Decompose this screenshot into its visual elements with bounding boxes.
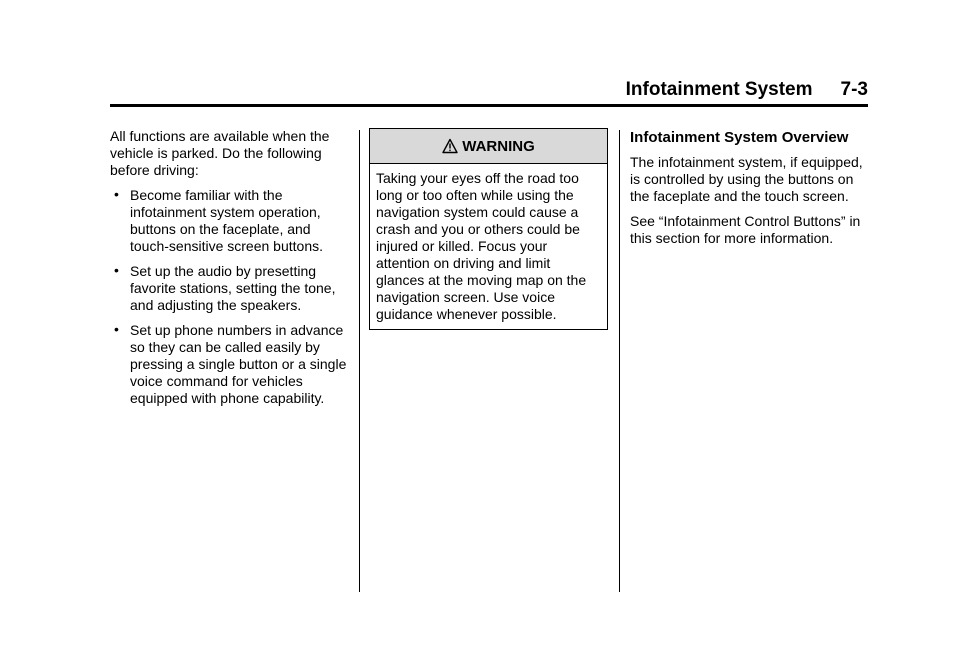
column-divider-left xyxy=(359,130,360,592)
intro-paragraph: All functions are available when the vehicle is parked. Do the following before driving: xyxy=(110,128,330,178)
list-item xyxy=(110,187,350,255)
column-divider-right xyxy=(619,130,620,592)
list-item-text: Become familiar with the infotainment system operation, buttons on the faceplate, and touch-sensitive screen buttons. xyxy=(130,187,323,254)
overview-paragraph-1: The infotainment system, if equipped, is controlled by using the buttons on the faceplate and the touch screen. xyxy=(630,154,863,204)
section-name: Infotainment System xyxy=(625,79,813,100)
bullet-icon: • xyxy=(114,262,119,278)
column-middle xyxy=(369,128,607,330)
warning-body: Taking your eyes off the road too long or too often while using the navigation system could cause a crash and you or others could be injured or killed. Focus your attention on driving and limit glances at the moving map on the navigation screen. Use voice guidance whenever possible. xyxy=(376,170,587,322)
page-header xyxy=(110,78,868,102)
column-right xyxy=(630,128,866,247)
list-item-text: Set up the audio by presetting favorite stations, setting the tone, and adjusting the speakers. xyxy=(130,263,336,313)
warning-label: WARNING xyxy=(462,137,535,155)
page-number: 7-3 xyxy=(840,79,868,100)
column-left xyxy=(110,128,350,415)
overview-paragraph-2: See “Infotainment Control Buttons” in this section for more information. xyxy=(630,213,861,246)
header-rule xyxy=(110,104,868,107)
list-item xyxy=(110,322,350,407)
list-item-text: Set up phone numbers in advance so they can be called easily by pressing a single button or a single voice command for vehicles equipped with phone capability. xyxy=(130,322,347,406)
bullet-icon: • xyxy=(114,186,119,202)
before-driving-list xyxy=(110,187,350,407)
warning-triangle-icon xyxy=(442,138,458,154)
warning-header xyxy=(370,129,607,164)
section-title: Infotainment System Overview xyxy=(630,129,849,146)
header-title xyxy=(626,78,868,102)
list-item xyxy=(110,263,350,314)
bullet-icon: • xyxy=(114,321,119,337)
warning-box xyxy=(369,128,608,330)
